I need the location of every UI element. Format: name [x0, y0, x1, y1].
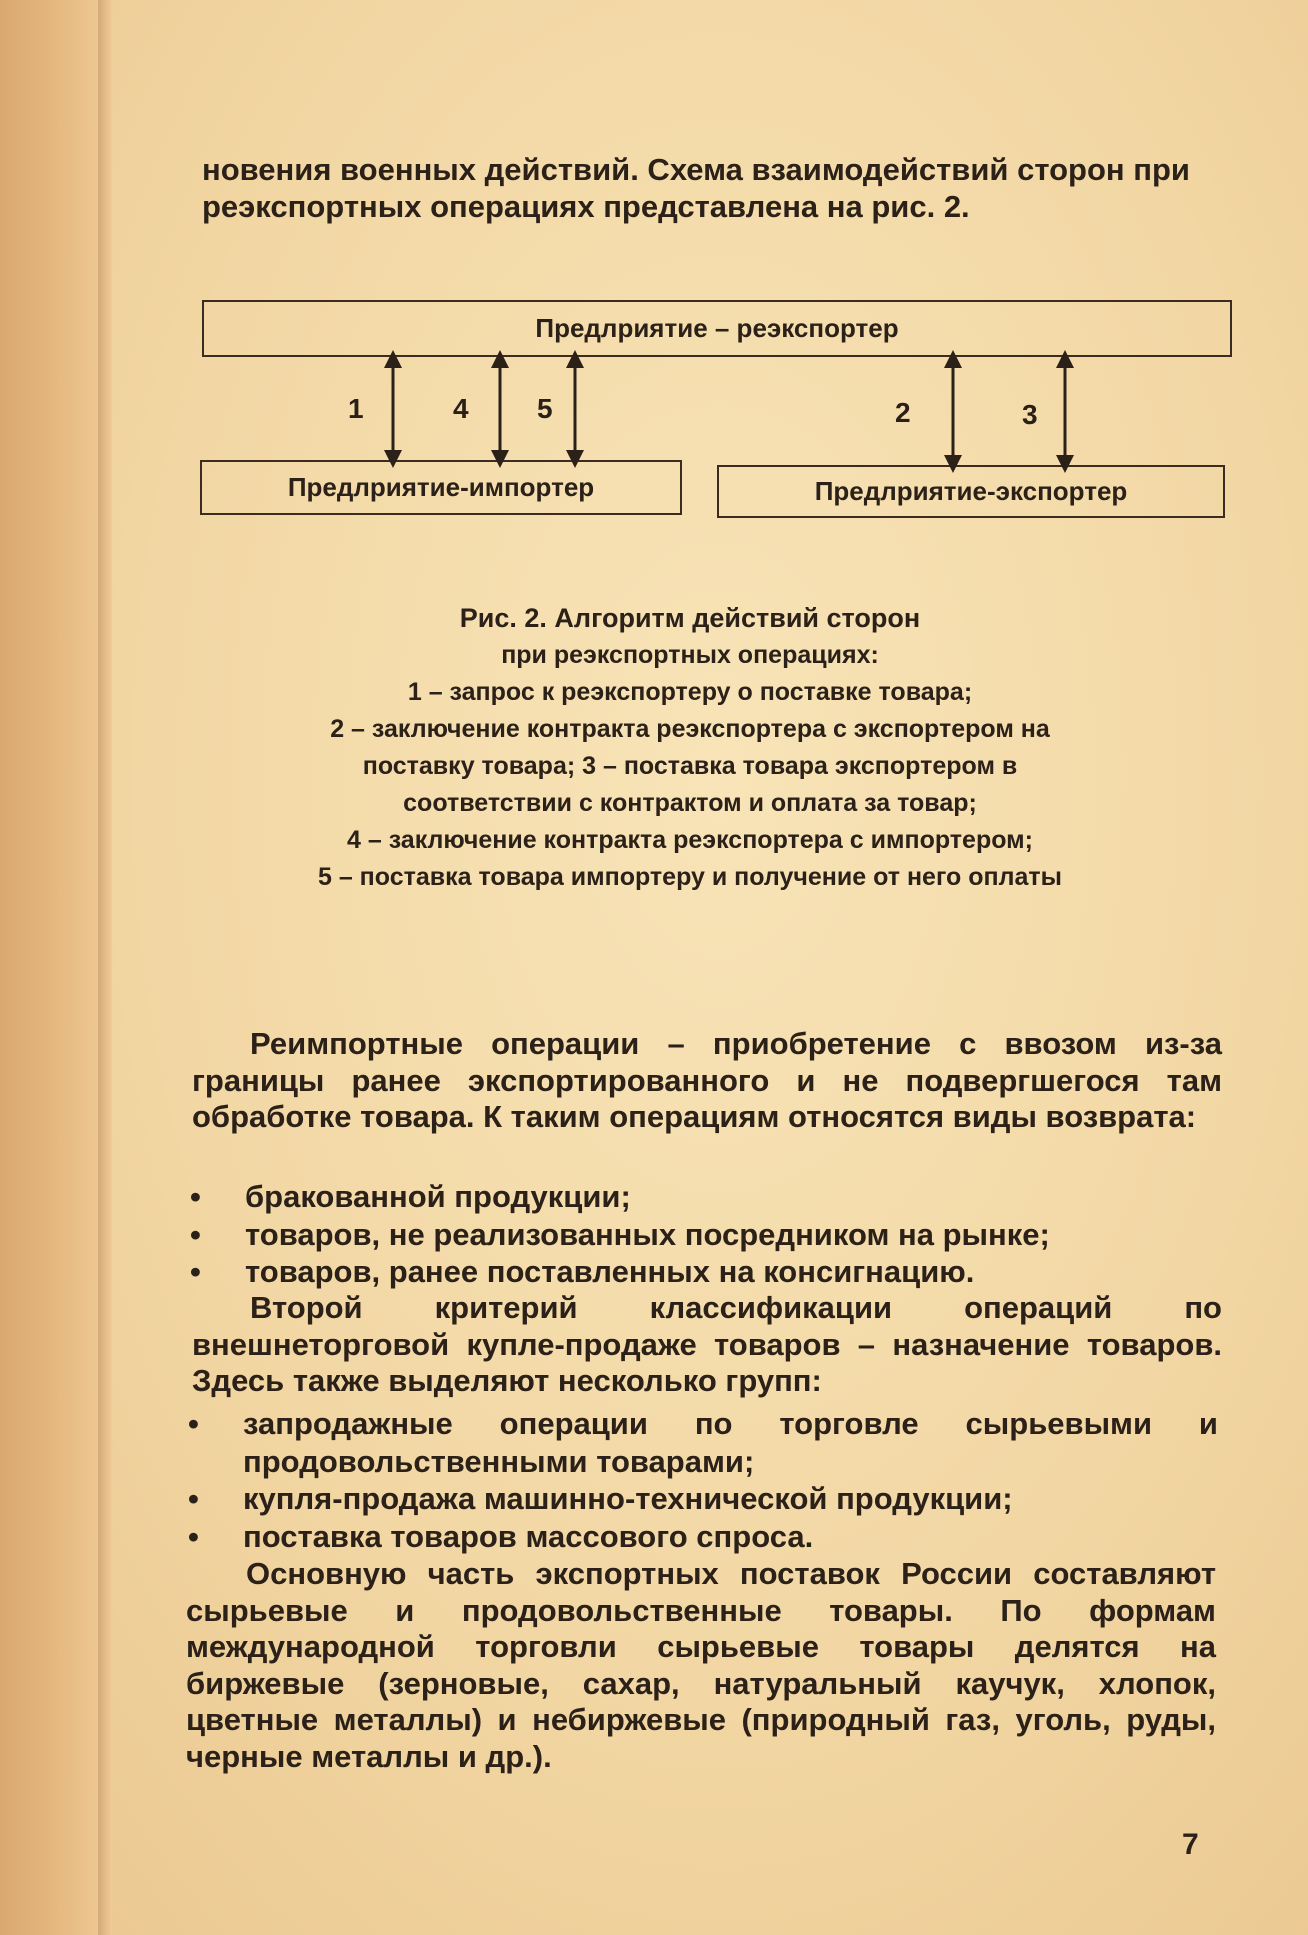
list-item-text: товаров, не реализованных посредником на рынке;	[245, 1216, 1050, 1252]
goods-groups-list	[188, 1405, 1218, 1555]
bullet-icon: •	[188, 1518, 199, 1554]
exporter-box: Предлриятие-экспортер	[717, 465, 1225, 518]
list-item	[190, 1253, 1220, 1291]
book-gutter	[0, 0, 112, 1935]
list-item-text: бракованной продукции;	[245, 1179, 631, 1214]
list-item	[190, 1178, 1220, 1216]
caption-line: 5 – поставка товара импортеру и получение от него оплаты	[317, 863, 1063, 891]
caption-line: при реэкспортных операциях:	[501, 641, 879, 669]
return-types-list	[190, 1178, 1220, 1291]
bullet-icon: •	[188, 1406, 199, 1441]
list-item-text: запродажные операции по торговле сырьевыми и продовольственными товарами;	[243, 1406, 1218, 1479]
caption-line: соответствии с контрактом и оплата за товар;	[403, 789, 977, 817]
arrow-label-2: 2	[895, 397, 911, 428]
list-item-text: купля-продажа машинно-технической продукции;	[243, 1481, 1013, 1516]
reimport-term: Реимпортные операции	[250, 1026, 640, 1061]
list-item-text: товаров, ранее поставленных на консигнацию.	[245, 1254, 975, 1289]
bullet-icon: •	[190, 1216, 201, 1252]
bullet-icon: •	[190, 1254, 201, 1289]
caption-line: 1 – запрос к реэкспортеру о поставке товара;	[407, 678, 973, 706]
reimport-paragraph	[192, 1026, 1222, 1136]
reimport-definition: – приобретение с ввозом из-за границы ранее экспортированного и не подвергшегося там обработке товара. К таким операциям относятся виды возврата:	[192, 1026, 1223, 1134]
caption-line: поставку товара; 3 – поставка товара экспортером в	[362, 752, 1018, 780]
criterion-definition: операций по внешнеторговой купле-продаже товаров – назначение товаров. Здесь также выделяют несколько групп:	[192, 1290, 1222, 1398]
arrow-label-4: 4	[453, 393, 469, 424]
importer-box: Предлриятие-импортер	[200, 460, 682, 515]
arrow-label-5: 5	[537, 393, 553, 424]
gutter-shadow	[98, 0, 112, 1935]
caption-line: Рис. 2. Алгоритм действий сторон	[459, 603, 921, 633]
criterion-paragraph	[192, 1290, 1222, 1400]
list-item	[190, 1216, 1220, 1254]
reexporter-box: Предлриятие – реэкспортер	[202, 300, 1232, 357]
intro-paragraph: новения военных действий. Схема взаимодействий сторон при реэкспортных операциях представлена на рис. 2.	[202, 152, 1190, 224]
list-item	[188, 1518, 1218, 1556]
list-item	[188, 1405, 1218, 1480]
page-number: 7	[1182, 1828, 1199, 1861]
criterion-term: Второй критерий классификации	[250, 1290, 893, 1325]
arrow-label-1: 1	[348, 393, 364, 424]
bullet-icon: •	[190, 1179, 201, 1214]
caption-line: 4 – заключение контракта реэкспортера с импортером;	[347, 826, 1033, 854]
arrow-label-3: 3	[1022, 399, 1038, 430]
figure-caption	[230, 600, 1150, 896]
exports-paragraph: Основную часть экспортных поставок России составляют сырьевые и продовольственные товары. По формам международной торговли сырьевые товары делятся на биржевые (зерновые, сахар, натуральный каучук, хлопок, цветные металлы) и небиржевые (природный газ, уголь, руды, черные металлы и др.).	[186, 1556, 1216, 1774]
caption-line: 2 – заключение контракта реэкспортера с экспортером на	[330, 715, 1050, 743]
list-item	[188, 1480, 1218, 1518]
list-item-text: поставка товаров массового спроса.	[243, 1518, 814, 1554]
bullet-icon: •	[188, 1481, 199, 1516]
